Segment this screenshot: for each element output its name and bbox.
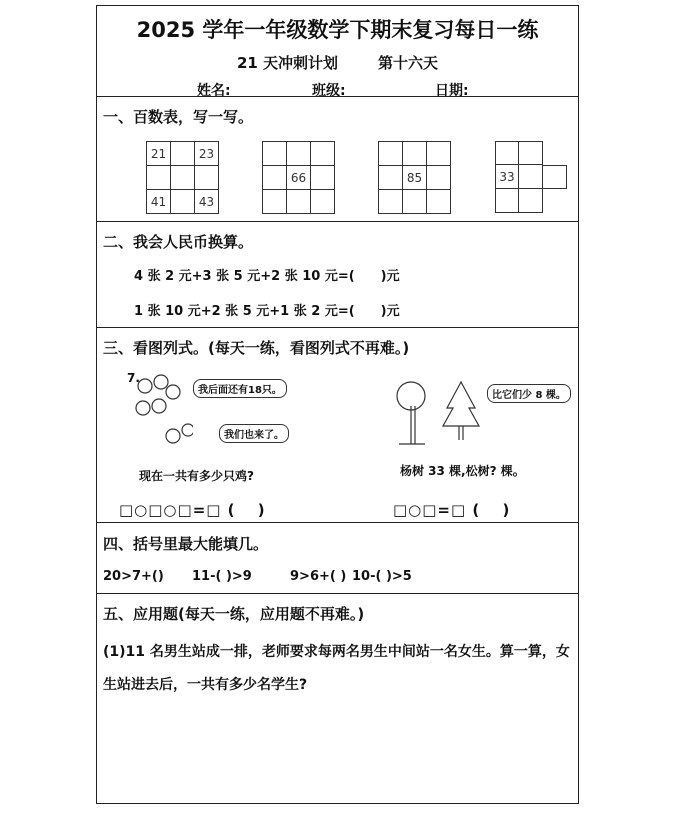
cell[interactable] [495,141,519,165]
chicks-illustration [133,374,193,449]
class-label: 班级: [312,83,346,99]
date-label: 日期: [435,83,469,99]
cell[interactable]: 85 [403,166,427,190]
cell[interactable] [171,166,195,190]
hundred-grid-2 [262,141,335,214]
worksheet [96,5,579,804]
page-title: 2025 学年一年级数学下期末复习每日一练 [136,18,539,42]
fill-item: 11-( )>9 [192,569,252,584]
section4-title: 四、括号里最大能填几。 [103,535,269,553]
empty [543,189,567,213]
cell[interactable] [311,166,335,190]
cell[interactable] [147,166,171,190]
problem-number: 7. [127,371,140,385]
divider [97,593,578,594]
cell[interactable] [519,141,543,165]
equation-1[interactable]: □○□○□=□ ( ) [119,501,266,519]
word-problem-1: (1)11 名男生站成一排，老师要求每两名男生中间站一名女生。算一算，女生站进去后，一共有多少名学生? [103,644,570,693]
cell[interactable]: 66 [287,166,311,190]
cell[interactable] [427,142,451,166]
speech-bubble: 我后面还有18只。 [193,379,287,398]
cell[interactable] [379,190,403,214]
divider [97,327,578,328]
equation-2[interactable]: □○□=□ ( ) [393,501,511,519]
name-label: 姓名: [197,83,231,99]
cell[interactable]: 33 [495,165,519,189]
cell[interactable] [263,142,287,166]
money-line-2: 1 张 10 元+2 张 5 元+1 张 2 元=( )元 [134,304,400,319]
hundred-grid-1 [146,141,219,214]
cell[interactable] [311,190,335,214]
cell[interactable] [171,190,195,214]
subtitle [97,52,578,73]
cell[interactable]: 41 [147,190,171,214]
speech-bubble: 比它们少 8 棵。 [487,384,571,403]
cell[interactable] [287,142,311,166]
empty [543,141,567,165]
fill-item: 20>7+() [103,569,164,584]
day-label: 第十六天 [378,54,439,72]
cell[interactable] [403,190,427,214]
section5-title: 五、应用题(每天一练，应用题不再难。) [103,605,365,623]
plan-label: 21 天冲刺计划 [236,54,339,72]
divider [97,221,578,222]
cell[interactable]: 43 [195,190,219,214]
cell[interactable] [287,190,311,214]
question-2: 杨树 33 棵,松树? 棵。 [400,464,525,478]
cell[interactable] [519,189,543,213]
cell[interactable] [427,166,451,190]
hundred-grid-4 [495,141,567,213]
fill-item: 10-( )>5 [352,569,412,584]
speech-bubble: 我们也来了。 [219,424,289,443]
fill-item: 9>6+( ) [290,569,347,584]
cell[interactable] [171,142,195,166]
cell[interactable] [263,166,287,190]
cell[interactable] [519,165,543,189]
hundred-grid-3 [378,141,451,214]
cell[interactable] [379,166,403,190]
cell[interactable] [495,189,519,213]
section3-title: 三、看图列式。(每天一练，看图列式不再难。) [103,339,410,357]
cell[interactable] [427,190,451,214]
cell[interactable] [403,142,427,166]
cell[interactable] [195,166,219,190]
divider [97,96,578,97]
cell[interactable]: 23 [195,142,219,166]
cell[interactable] [263,190,287,214]
trees-illustration [395,378,485,448]
cell[interactable]: 21 [147,142,171,166]
cell[interactable] [379,142,403,166]
cell[interactable] [311,142,335,166]
money-line-1: 4 张 2 元+3 张 5 元+2 张 10 元=( )元 [134,269,400,284]
cell[interactable] [543,165,567,189]
section2-title: 二、我会人民币换算。 [103,233,254,251]
divider [97,522,578,523]
question-1: 现在一共有多少只鸡? [139,469,254,483]
section1-title: 一、百数表，写一写。 [103,108,254,126]
